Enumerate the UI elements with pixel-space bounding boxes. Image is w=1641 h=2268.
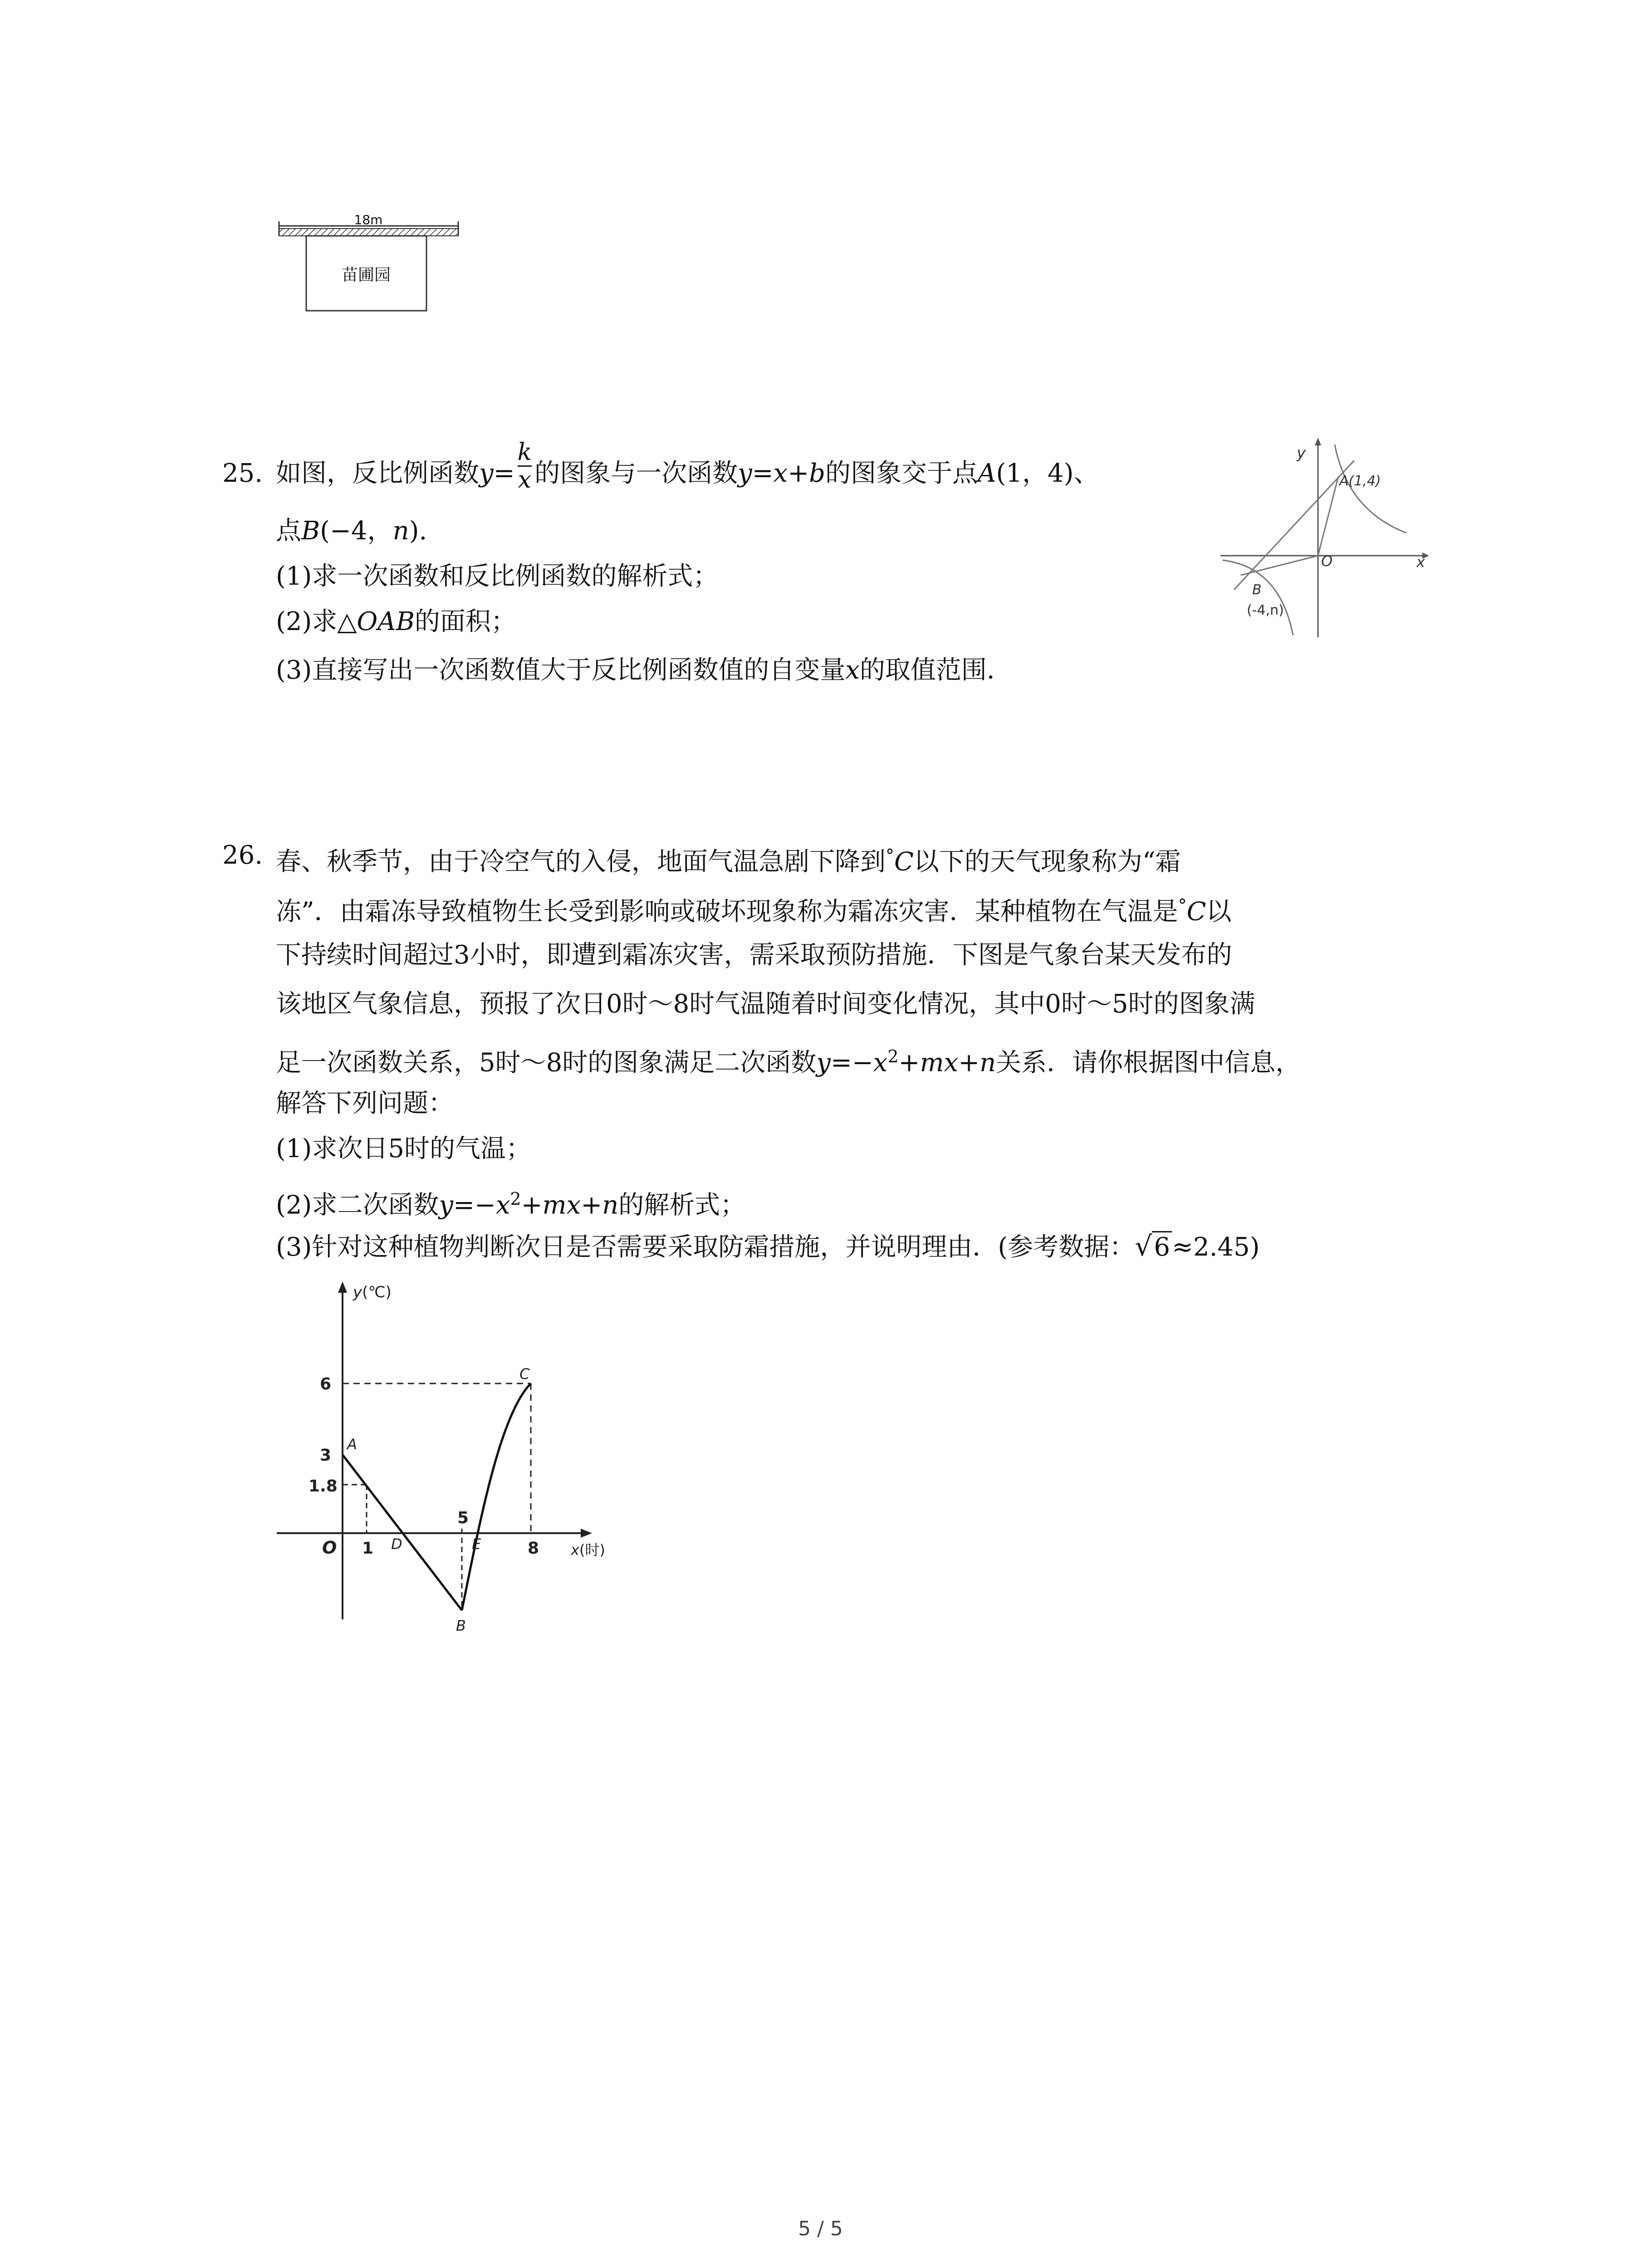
- x-axis-label: x: [1416, 553, 1425, 571]
- point-C-label: C: [519, 1365, 530, 1383]
- nursery-figure: [272, 213, 467, 318]
- q26-sub2: (2)求二次函数$y=-x^2+mx+n$的解析式；: [276, 1189, 746, 1220]
- point-A-label: A(1,4): [1339, 473, 1381, 489]
- y-axis-label: y: [1297, 444, 1306, 462]
- point-B-label: B: [456, 1617, 466, 1634]
- page-number: 5 / 5: [798, 2217, 843, 2240]
- point-E-label: E: [472, 1535, 481, 1553]
- q26-line4: 该地区气象信息，预报了次日0时～8时气温随着时间变化情况，其中0时～5时的图象满: [276, 989, 1255, 1019]
- q25-line1: 如图，反比例函数y= $\frac{k}{x}$ 的图象与一次函数y=x+b的图象交于点A(1，4)、: [276, 439, 1099, 494]
- x-axis-label: x(时): [571, 1541, 605, 1559]
- q26-temperature-graph: [272, 1275, 617, 1637]
- q25-number: 25.: [222, 459, 263, 488]
- q26-line3: 下持续时间超过3小时，即遭到霜冻灾害，需采取预防措施．下图是气象台某天发布的: [276, 940, 1232, 970]
- x-tick-5: 5: [457, 1509, 469, 1527]
- length-label: 18m: [354, 213, 383, 227]
- wall-hatch: [279, 229, 458, 236]
- q26-sub3: (3)针对这种植物判断次日是否需要采取防霜措施，并说明理由．(参考数据：√6≈2.45): [276, 1231, 1260, 1262]
- point-A-label: A: [347, 1436, 357, 1453]
- origin-label: O: [322, 1538, 337, 1558]
- sqrt-sign: √: [1135, 1231, 1152, 1262]
- q25-figure: [1216, 435, 1434, 644]
- origin-label: O: [1321, 552, 1333, 570]
- segment-OB: [1241, 556, 1318, 575]
- q25-sub1: (1)求一次函数和反比例函数的解析式；: [276, 562, 719, 591]
- linear-function: [1234, 460, 1354, 590]
- x-tick-1: 1: [362, 1539, 374, 1558]
- q26-line6: 解答下列问题：: [276, 1089, 454, 1118]
- q26-line5: 足一次函数关系，5时～8时的图象满足二次函数$y=-x^2+mx+n$关系．请你根据图中信息，: [276, 1046, 1301, 1078]
- parabola-segment-BC: [462, 1383, 531, 1610]
- sqrt-radicand: 6: [1152, 1231, 1172, 1262]
- y-tick-6: 6: [320, 1375, 332, 1393]
- q26-line1: 春、秋季节，由于冷空气的入侵，地面气温急剧下降到°C以下的天气现象称为“霜: [276, 846, 1181, 877]
- x-tick-8: 8: [528, 1539, 539, 1558]
- q25-line2: 点B(−4，n).: [276, 516, 427, 546]
- q26-number: 26.: [222, 841, 263, 870]
- y-tick-3: 3: [320, 1446, 332, 1465]
- nursery-label: 苗圃园: [341, 266, 391, 284]
- point-B-coord: (-4,n): [1247, 602, 1284, 618]
- q25-sub3: (3)直接写出一次函数值大于反比例函数值的自变量x的取值范围．: [276, 655, 1012, 685]
- fraction-k-over-x: $\frac{k}{x}$: [517, 439, 532, 494]
- y-tick-1.8: 1.8: [309, 1477, 338, 1496]
- q25-sub2: (2)求△OAB的面积；: [276, 607, 516, 636]
- point-B-label: B: [1252, 582, 1262, 598]
- q26-sub1: (1)求次日5时的气温；: [276, 1134, 531, 1163]
- q26-line2: 冻”．由霜冻导致植物生长受到影响或破坏现象称为霜冻灾害．某种植物在气温是°C以: [276, 895, 1232, 927]
- y-axis-label: y(℃): [353, 1283, 392, 1301]
- point-D-label: D: [391, 1535, 402, 1553]
